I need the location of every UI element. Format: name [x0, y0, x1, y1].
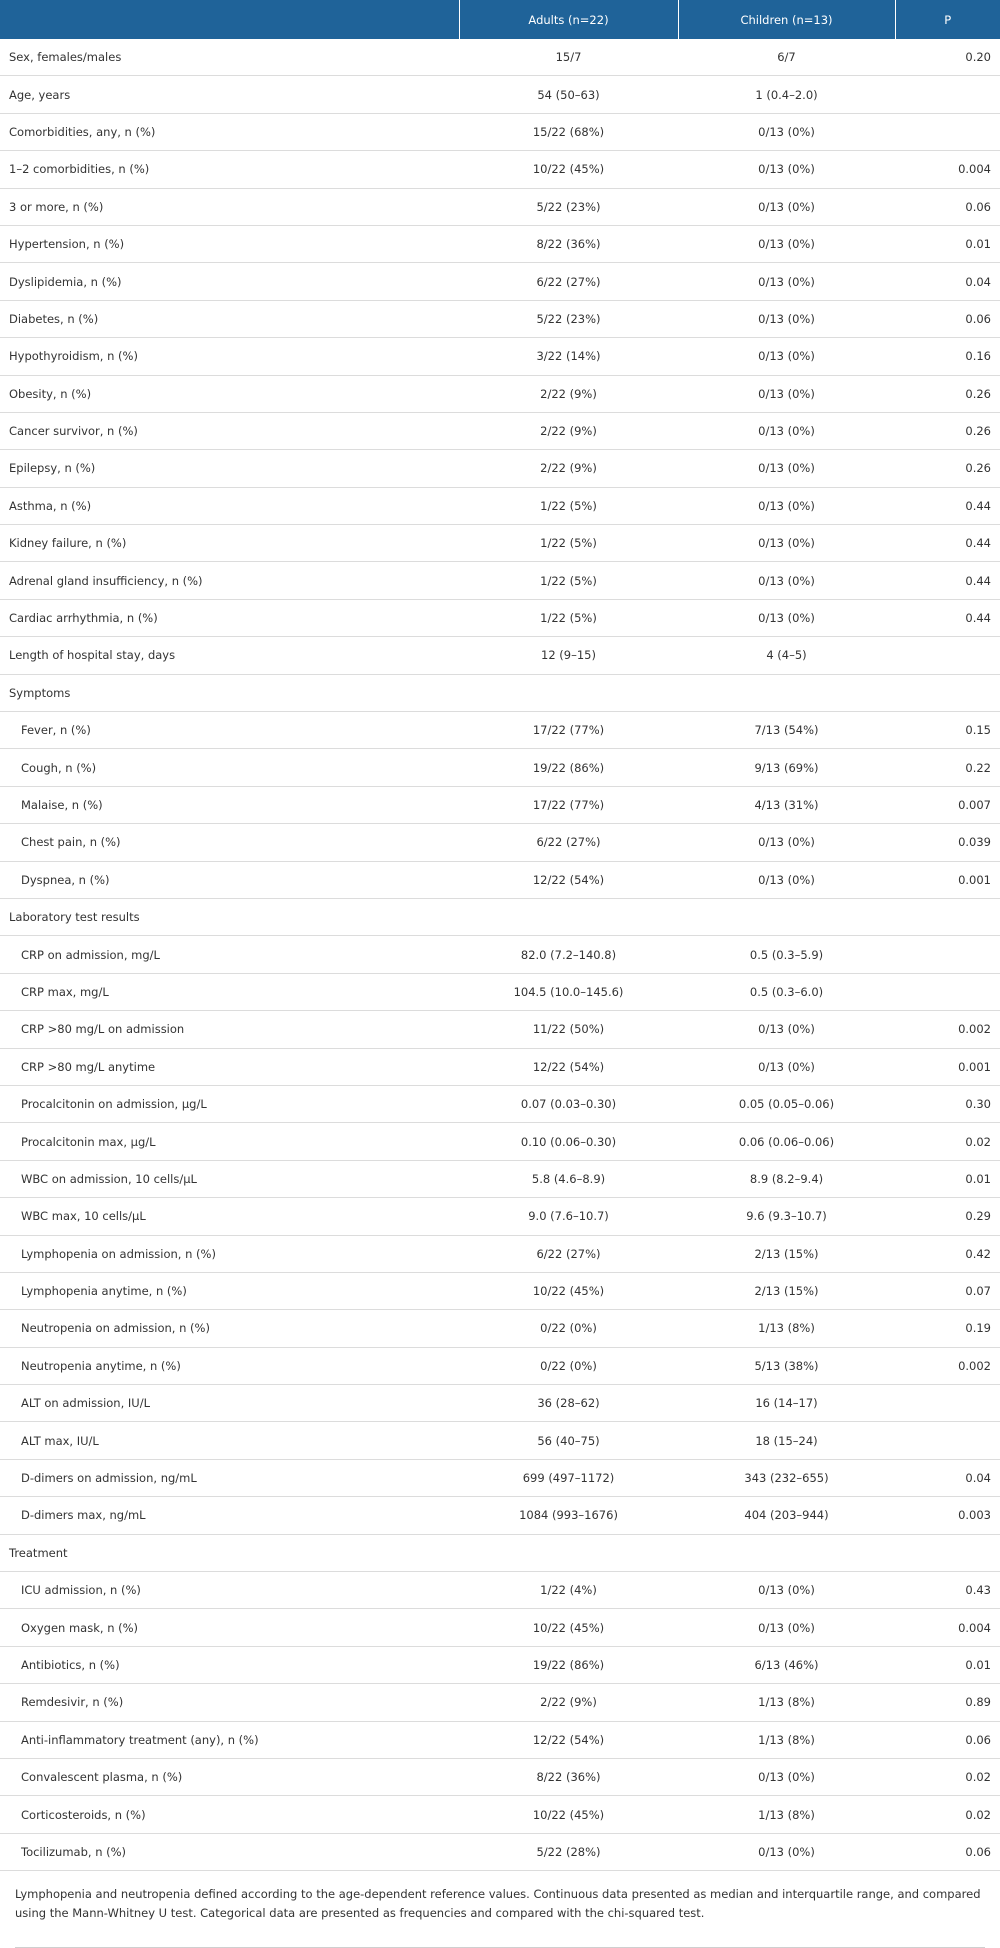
- adults-value: 1/22 (5%): [459, 599, 678, 636]
- row-label: Cancer survivor, n (%): [0, 412, 459, 449]
- table-row: [0, 1572, 1000, 1609]
- table-row: [0, 39, 1000, 76]
- children-value: 1 (0.4–2.0): [678, 76, 895, 113]
- adults-value: 10/22 (45%): [459, 1796, 678, 1833]
- section-header-row: [0, 674, 1000, 711]
- table-row: [0, 1684, 1000, 1721]
- p-value: [895, 637, 1000, 674]
- children-value: 0/13 (0%): [678, 1833, 895, 1870]
- p-value: 0.44: [895, 599, 1000, 636]
- p-value: 0.02: [895, 1796, 1000, 1833]
- adults-value: 15/7: [459, 39, 678, 76]
- row-label: WBC on admission, 10 cells/μL: [0, 1160, 459, 1197]
- table-row: [0, 263, 1000, 300]
- children-value: 0/13 (0%): [678, 599, 895, 636]
- p-value: 0.30: [895, 1085, 1000, 1122]
- adults-value: 82.0 (7.2–140.8): [459, 936, 678, 973]
- p-value: [895, 973, 1000, 1010]
- adults-value: 699 (497–1172): [459, 1459, 678, 1496]
- p-value: 0.26: [895, 450, 1000, 487]
- row-label: CRP max, mg/L: [0, 973, 459, 1010]
- row-label: Age, years: [0, 76, 459, 113]
- adults-value: 12/22 (54%): [459, 1048, 678, 1085]
- table-row: [0, 1609, 1000, 1646]
- header-p-value: P: [895, 0, 1000, 39]
- children-value: 0/13 (0%): [678, 1011, 895, 1048]
- row-label: D-dimers on admission, ng/mL: [0, 1459, 459, 1496]
- p-value: 0.06: [895, 1833, 1000, 1870]
- row-label: Comorbidities, any, n (%): [0, 113, 459, 150]
- row-label: CRP >80 mg/L anytime: [0, 1048, 459, 1085]
- table-row: [0, 562, 1000, 599]
- p-value: 0.44: [895, 525, 1000, 562]
- table-row: [0, 375, 1000, 412]
- table-row: [0, 1758, 1000, 1795]
- p-value: 0.15: [895, 712, 1000, 749]
- adults-value: 11/22 (50%): [459, 1011, 678, 1048]
- children-value: 404 (203–944): [678, 1497, 895, 1534]
- children-value: 1/13 (8%): [678, 1721, 895, 1758]
- adults-value: 12/22 (54%): [459, 1721, 678, 1758]
- table-row: [0, 1721, 1000, 1758]
- children-value: 1/13 (8%): [678, 1310, 895, 1347]
- adults-value: 12 (9–15): [459, 637, 678, 674]
- adults-value: 1084 (993–1676): [459, 1497, 678, 1534]
- children-value: 0.5 (0.3–5.9): [678, 936, 895, 973]
- adults-value: 1/22 (5%): [459, 525, 678, 562]
- p-value: 0.01: [895, 1646, 1000, 1683]
- table-row: [0, 1385, 1000, 1422]
- children-value: 4/13 (31%): [678, 786, 895, 823]
- table-row: [0, 824, 1000, 861]
- adults-value: 10/22 (45%): [459, 1609, 678, 1646]
- children-value: 0/13 (0%): [678, 188, 895, 225]
- row-label: Epilepsy, n (%): [0, 450, 459, 487]
- section-label: Symptoms: [0, 674, 1000, 711]
- adults-value: 6/22 (27%): [459, 1235, 678, 1272]
- children-value: 0/13 (0%): [678, 412, 895, 449]
- table-row: [0, 487, 1000, 524]
- p-value: [895, 1385, 1000, 1422]
- table-row: [0, 300, 1000, 337]
- row-label: Lymphopenia on admission, n (%): [0, 1235, 459, 1272]
- children-value: 0/13 (0%): [678, 151, 895, 188]
- p-value: 0.02: [895, 1758, 1000, 1795]
- row-label: Anti-inflammatory treatment (any), n (%): [0, 1721, 459, 1758]
- p-value: [895, 113, 1000, 150]
- row-label: Convalescent plasma, n (%): [0, 1758, 459, 1795]
- p-value: 0.002: [895, 1347, 1000, 1384]
- table-row: [0, 936, 1000, 973]
- adults-value: 56 (40–75): [459, 1422, 678, 1459]
- p-value: 0.001: [895, 861, 1000, 898]
- table-row: [0, 1198, 1000, 1235]
- children-value: 0/13 (0%): [678, 450, 895, 487]
- p-value: [895, 76, 1000, 113]
- table-row: [0, 1796, 1000, 1833]
- p-value: 0.44: [895, 562, 1000, 599]
- table-row: [0, 973, 1000, 1010]
- row-label: Dyslipidemia, n (%): [0, 263, 459, 300]
- row-label: Adrenal gland insufficiency, n (%): [0, 562, 459, 599]
- section-label: Treatment: [0, 1534, 1000, 1571]
- adults-value: 3/22 (14%): [459, 338, 678, 375]
- header-children: Children (n=13): [678, 0, 895, 39]
- table-row: [0, 1123, 1000, 1160]
- adults-value: 10/22 (45%): [459, 1272, 678, 1309]
- table-row: [0, 1459, 1000, 1496]
- children-value: 0/13 (0%): [678, 225, 895, 262]
- children-value: 0/13 (0%): [678, 487, 895, 524]
- p-value: [895, 1422, 1000, 1459]
- table-row: [0, 1310, 1000, 1347]
- children-value: 6/13 (46%): [678, 1646, 895, 1683]
- p-value: 0.43: [895, 1572, 1000, 1609]
- row-label: 3 or more, n (%): [0, 188, 459, 225]
- table-row: [0, 1011, 1000, 1048]
- children-value: 6/7: [678, 39, 895, 76]
- row-label: Procalcitonin max, μg/L: [0, 1123, 459, 1160]
- adults-value: 6/22 (27%): [459, 824, 678, 861]
- adults-value: 0.10 (0.06–0.30): [459, 1123, 678, 1160]
- row-label: Fever, n (%): [0, 712, 459, 749]
- p-value: 0.19: [895, 1310, 1000, 1347]
- p-value: 0.01: [895, 1160, 1000, 1197]
- table-row: [0, 861, 1000, 898]
- row-label: Cough, n (%): [0, 749, 459, 786]
- table-row: [0, 1646, 1000, 1683]
- row-label: Remdesivir, n (%): [0, 1684, 459, 1721]
- p-value: 0.22: [895, 749, 1000, 786]
- adults-value: 5/22 (23%): [459, 188, 678, 225]
- p-value: [895, 936, 1000, 973]
- children-value: 8.9 (8.2–9.4): [678, 1160, 895, 1197]
- p-value: 0.42: [895, 1235, 1000, 1272]
- adults-value: 2/22 (9%): [459, 412, 678, 449]
- adults-value: 36 (28–62): [459, 1385, 678, 1422]
- p-value: 0.039: [895, 824, 1000, 861]
- table-row: [0, 225, 1000, 262]
- adults-value: 19/22 (86%): [459, 749, 678, 786]
- children-value: 18 (15–24): [678, 1422, 895, 1459]
- adults-value: 19/22 (86%): [459, 1646, 678, 1683]
- table-body: [0, 39, 1000, 1871]
- p-value: 0.26: [895, 375, 1000, 412]
- row-label: Cardiac arrhythmia, n (%): [0, 599, 459, 636]
- children-value: 0/13 (0%): [678, 1609, 895, 1646]
- adults-value: 17/22 (77%): [459, 712, 678, 749]
- p-value: 0.06: [895, 300, 1000, 337]
- row-label: Hypothyroidism, n (%): [0, 338, 459, 375]
- children-value: 9/13 (69%): [678, 749, 895, 786]
- table-row: [0, 76, 1000, 113]
- children-value: 0/13 (0%): [678, 338, 895, 375]
- table-row: [0, 188, 1000, 225]
- p-value: 0.003: [895, 1497, 1000, 1534]
- row-label: Diabetes, n (%): [0, 300, 459, 337]
- children-value: 0.06 (0.06–0.06): [678, 1123, 895, 1160]
- table-header-row: [0, 0, 1000, 39]
- children-value: 4 (4–5): [678, 637, 895, 674]
- children-value: 7/13 (54%): [678, 712, 895, 749]
- p-value: 0.06: [895, 188, 1000, 225]
- row-label: Corticosteroids, n (%): [0, 1796, 459, 1833]
- adults-value: 10/22 (45%): [459, 151, 678, 188]
- children-value: 16 (14–17): [678, 1385, 895, 1422]
- children-value: 0/13 (0%): [678, 1758, 895, 1795]
- adults-value: 2/22 (9%): [459, 450, 678, 487]
- table-row: [0, 1497, 1000, 1534]
- p-value: 0.02: [895, 1123, 1000, 1160]
- table-row: [0, 749, 1000, 786]
- row-label: Hypertension, n (%): [0, 225, 459, 262]
- section-header-row: [0, 1534, 1000, 1571]
- children-value: 0/13 (0%): [678, 1572, 895, 1609]
- p-value: 0.004: [895, 151, 1000, 188]
- row-label: ALT on admission, IU/L: [0, 1385, 459, 1422]
- row-label: Lymphopenia anytime, n (%): [0, 1272, 459, 1309]
- row-label: ALT max, IU/L: [0, 1422, 459, 1459]
- table-row: [0, 113, 1000, 150]
- children-value: 0/13 (0%): [678, 1048, 895, 1085]
- row-label: CRP >80 mg/L on admission: [0, 1011, 459, 1048]
- adults-value: 12/22 (54%): [459, 861, 678, 898]
- children-value: 2/13 (15%): [678, 1272, 895, 1309]
- p-value: 0.01: [895, 225, 1000, 262]
- p-value: 0.002: [895, 1011, 1000, 1048]
- adults-value: 0.07 (0.03–0.30): [459, 1085, 678, 1122]
- table-row: [0, 1235, 1000, 1272]
- section-header-row: [0, 898, 1000, 935]
- table-row: [0, 1422, 1000, 1459]
- adults-value: 17/22 (77%): [459, 786, 678, 823]
- children-value: 0.05 (0.05–0.06): [678, 1085, 895, 1122]
- table-row: [0, 338, 1000, 375]
- p-value: 0.007: [895, 786, 1000, 823]
- children-value: 2/13 (15%): [678, 1235, 895, 1272]
- children-value: 9.6 (9.3–10.7): [678, 1198, 895, 1235]
- row-label: ICU admission, n (%): [0, 1572, 459, 1609]
- footnote-text: Lymphopenia and neutropenia defined according to the age-dependent reference values. Continuous data presented as median and interquartile range, and compared using the Mann-Whitney U test. Categorical data are presented as frequencies and compared with the chi-squared test.: [15, 1885, 985, 1948]
- row-label: Dyspnea, n (%): [0, 861, 459, 898]
- row-label: Obesity, n (%): [0, 375, 459, 412]
- header-adults: Adults (n=22): [459, 0, 678, 39]
- row-label: Oxygen mask, n (%): [0, 1609, 459, 1646]
- adults-value: 8/22 (36%): [459, 1758, 678, 1795]
- table-row: [0, 1085, 1000, 1122]
- p-value: 0.20: [895, 39, 1000, 76]
- p-value: 0.44: [895, 487, 1000, 524]
- row-label: Asthma, n (%): [0, 487, 459, 524]
- adults-value: 104.5 (10.0–145.6): [459, 973, 678, 1010]
- table-row: [0, 1833, 1000, 1870]
- table-row: [0, 712, 1000, 749]
- row-label: Chest pain, n (%): [0, 824, 459, 861]
- adults-value: 1/22 (5%): [459, 562, 678, 599]
- p-value: 0.04: [895, 263, 1000, 300]
- table-row: [0, 1048, 1000, 1085]
- row-label: Antibiotics, n (%): [0, 1646, 459, 1683]
- row-label: Procalcitonin on admission, μg/L: [0, 1085, 459, 1122]
- table-row: [0, 1347, 1000, 1384]
- p-value: 0.16: [895, 338, 1000, 375]
- table-row: [0, 786, 1000, 823]
- p-value: 0.06: [895, 1721, 1000, 1758]
- p-value: 0.07: [895, 1272, 1000, 1309]
- p-value: 0.89: [895, 1684, 1000, 1721]
- adults-value: 9.0 (7.6–10.7): [459, 1198, 678, 1235]
- children-value: 0/13 (0%): [678, 861, 895, 898]
- p-value: 0.04: [895, 1459, 1000, 1496]
- p-value: 0.004: [895, 1609, 1000, 1646]
- row-label: Neutropenia anytime, n (%): [0, 1347, 459, 1384]
- table-row: [0, 450, 1000, 487]
- adults-value: 5/22 (23%): [459, 300, 678, 337]
- children-value: 0/13 (0%): [678, 562, 895, 599]
- children-value: 343 (232–655): [678, 1459, 895, 1496]
- children-value: 1/13 (8%): [678, 1684, 895, 1721]
- p-value: 0.29: [895, 1198, 1000, 1235]
- children-value: 0/13 (0%): [678, 300, 895, 337]
- adults-value: 2/22 (9%): [459, 1684, 678, 1721]
- row-label: Malaise, n (%): [0, 786, 459, 823]
- p-value: 0.26: [895, 412, 1000, 449]
- p-value: 0.001: [895, 1048, 1000, 1085]
- children-value: 0/13 (0%): [678, 263, 895, 300]
- table-row: [0, 525, 1000, 562]
- table-row: [0, 412, 1000, 449]
- adults-value: 0/22 (0%): [459, 1310, 678, 1347]
- row-label: Tocilizumab, n (%): [0, 1833, 459, 1870]
- footnote: [0, 1871, 1000, 1948]
- adults-value: 2/22 (9%): [459, 375, 678, 412]
- children-value: 0/13 (0%): [678, 113, 895, 150]
- children-value: 5/13 (38%): [678, 1347, 895, 1384]
- row-label: Kidney failure, n (%): [0, 525, 459, 562]
- adults-value: 0/22 (0%): [459, 1347, 678, 1384]
- children-value: 0/13 (0%): [678, 375, 895, 412]
- header-variable: [0, 0, 459, 39]
- children-value: 0/13 (0%): [678, 824, 895, 861]
- table-row: [0, 637, 1000, 674]
- adults-value: 1/22 (5%): [459, 487, 678, 524]
- adults-value: 15/22 (68%): [459, 113, 678, 150]
- table-row: [0, 151, 1000, 188]
- adults-value: 8/22 (36%): [459, 225, 678, 262]
- table-row: [0, 599, 1000, 636]
- adults-value: 1/22 (4%): [459, 1572, 678, 1609]
- row-label: CRP on admission, mg/L: [0, 936, 459, 973]
- row-label: Sex, females/males: [0, 39, 459, 76]
- row-label: WBC max, 10 cells/μL: [0, 1198, 459, 1235]
- adults-value: 5.8 (4.6–8.9): [459, 1160, 678, 1197]
- adults-value: 6/22 (27%): [459, 263, 678, 300]
- children-value: 1/13 (8%): [678, 1796, 895, 1833]
- table-row: [0, 1160, 1000, 1197]
- row-label: 1–2 comorbidities, n (%): [0, 151, 459, 188]
- table-row: [0, 1272, 1000, 1309]
- adults-value: 5/22 (28%): [459, 1833, 678, 1870]
- row-label: Neutropenia on admission, n (%): [0, 1310, 459, 1347]
- children-value: 0.5 (0.3–6.0): [678, 973, 895, 1010]
- adults-value: 54 (50–63): [459, 76, 678, 113]
- row-label: D-dimers max, ng/mL: [0, 1497, 459, 1534]
- section-label: Laboratory test results: [0, 898, 1000, 935]
- children-value: 0/13 (0%): [678, 525, 895, 562]
- row-label: Length of hospital stay, days: [0, 637, 459, 674]
